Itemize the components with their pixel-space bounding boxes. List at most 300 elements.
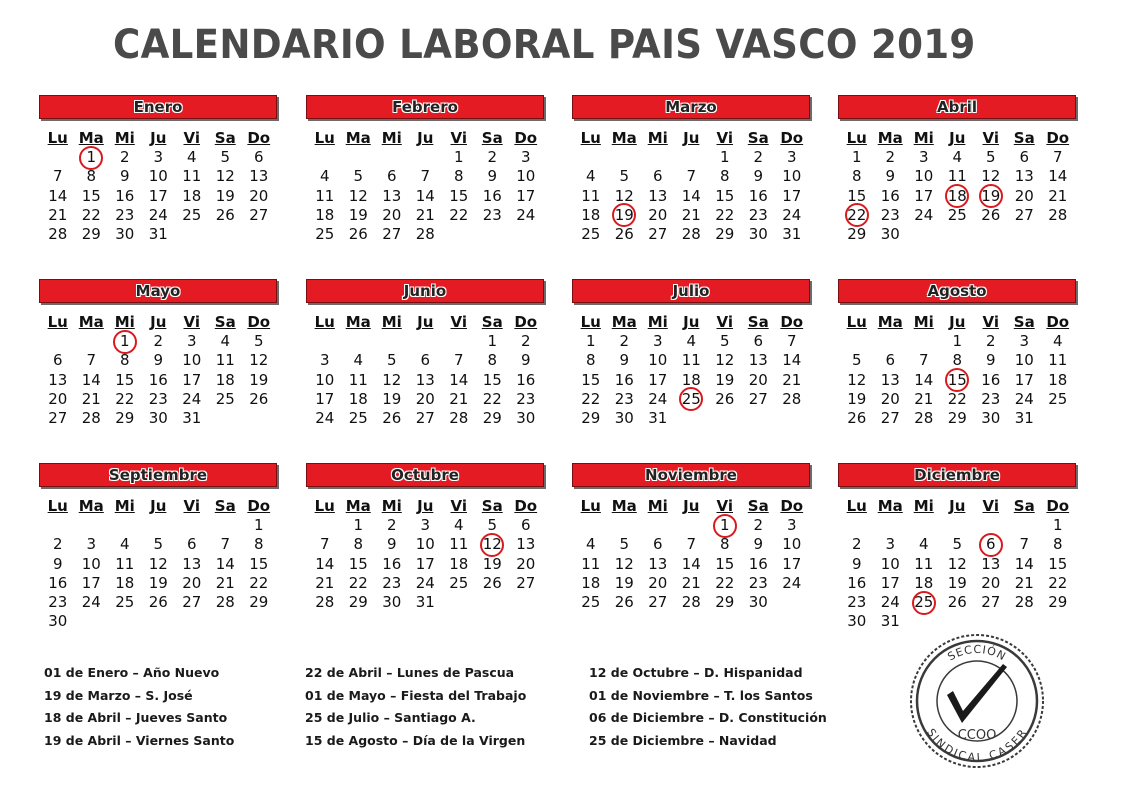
day-cell: 10	[315, 370, 335, 389]
holiday-day: 22	[840, 206, 874, 225]
day-cell: 28	[449, 408, 469, 427]
day-cell: 18	[581, 205, 601, 224]
empty-day	[75, 332, 109, 351]
day-cell: 20	[382, 205, 402, 224]
weekday-header: Lu	[314, 313, 335, 331]
day-cell: 27	[880, 408, 900, 427]
weekday-header: Vi	[982, 313, 999, 331]
day-cell: 7	[420, 167, 431, 186]
weekday-header: Sa	[481, 129, 503, 147]
day-cell: 24	[782, 205, 802, 224]
day-cell: 29	[482, 408, 502, 427]
month-header: Marzo	[572, 95, 810, 119]
empty-day	[308, 332, 342, 351]
month-header: Mayo	[39, 279, 277, 303]
holiday-day: 25	[907, 593, 941, 612]
day-cell: 27	[182, 592, 202, 611]
holiday-item: 01 de Enero – Año Nuevo	[44, 665, 220, 680]
weekday-header: Mi	[913, 497, 934, 515]
day-cell: 30	[847, 612, 867, 631]
day-cell: 15	[348, 554, 368, 573]
empty-day	[108, 516, 142, 535]
day-cell: 4	[119, 535, 130, 554]
day-cell: 2	[753, 516, 764, 535]
day-cell: 12	[947, 554, 967, 573]
month-header: Septiembre	[39, 463, 277, 487]
day-cell: 18	[115, 573, 135, 592]
day-cell: 31	[148, 224, 168, 243]
day-cell: 27	[981, 592, 1001, 611]
day-cell: 14	[81, 370, 101, 389]
month-days-grid	[838, 313, 1076, 428]
day-cell: 26	[614, 592, 634, 611]
day-cell: 1	[1052, 516, 1063, 535]
day-cell: 26	[482, 573, 502, 592]
day-cell: 30	[748, 592, 768, 611]
weekday-header: Ju	[683, 497, 700, 515]
month-junio	[306, 279, 544, 428]
day-cell: 7	[686, 535, 697, 554]
weekday-header: Do	[780, 497, 804, 515]
day-cell: 24	[880, 592, 900, 611]
month-mayo	[39, 279, 277, 428]
day-cell: 6	[386, 167, 397, 186]
holiday-item: 06 de Diciembre – D. Constitución	[589, 710, 827, 725]
day-cell: 23	[148, 389, 168, 408]
empty-day	[840, 332, 874, 351]
day-cell: 29	[947, 408, 967, 427]
check-mark-icon	[947, 664, 1007, 723]
day-cell: 22	[348, 573, 368, 592]
empty-day	[375, 332, 409, 351]
empty-day	[1008, 516, 1042, 535]
day-cell: 18	[449, 554, 469, 573]
day-cell: 18	[215, 370, 235, 389]
day-cell: 3	[86, 535, 97, 554]
day-cell: 16	[880, 186, 900, 205]
day-cell: 5	[985, 148, 996, 167]
weekday-header: Ju	[150, 129, 167, 147]
day-cell: 9	[487, 167, 498, 186]
day-cell: 8	[1052, 535, 1063, 554]
weekday-header: Vi	[450, 497, 467, 515]
weekday-header: Mi	[647, 497, 668, 515]
day-cell: 26	[614, 224, 634, 243]
weekday-header: Lu	[580, 129, 601, 147]
month-noviembre	[572, 463, 810, 612]
day-cell: 5	[952, 535, 963, 554]
day-cell: 25	[315, 224, 335, 243]
holiday-day: 18	[941, 187, 975, 206]
day-cell: 22	[947, 389, 967, 408]
day-cell: 1	[719, 148, 730, 167]
day-cell: 21	[449, 389, 469, 408]
day-cell: 2	[153, 332, 164, 351]
day-cell: 2	[386, 516, 397, 535]
empty-day	[641, 516, 675, 535]
day-cell: 16	[382, 554, 402, 573]
day-cell: 19	[215, 186, 235, 205]
weekday-header: Vi	[716, 313, 733, 331]
weekday-header: Mi	[381, 313, 402, 331]
day-cell: 7	[1052, 148, 1063, 167]
day-cell: 19	[348, 205, 368, 224]
day-cell: 23	[981, 389, 1001, 408]
weekday-header: Vi	[716, 497, 733, 515]
month-septiembre	[39, 463, 277, 631]
day-cell: 11	[315, 186, 335, 205]
weekday-header: Mi	[114, 497, 135, 515]
holiday-item: 18 de Abril – Jueves Santo	[44, 710, 228, 725]
holiday-item: 12 de Octubre – D. Hispanidad	[589, 665, 803, 680]
day-cell: 4	[585, 167, 596, 186]
day-cell: 2	[885, 148, 896, 167]
day-cell: 9	[119, 167, 130, 186]
day-cell: 14	[681, 554, 701, 573]
day-cell: 24	[81, 592, 101, 611]
day-cell: 9	[985, 351, 996, 370]
holiday-day: 1	[108, 332, 142, 351]
day-cell: 19	[947, 573, 967, 592]
day-cell: 1	[453, 148, 464, 167]
weekday-header: Sa	[214, 497, 236, 515]
day-cell: 16	[516, 370, 536, 389]
day-cell: 29	[581, 408, 601, 427]
day-cell: 7	[918, 351, 929, 370]
day-cell: 21	[1048, 186, 1068, 205]
weekday-header: Vi	[183, 313, 200, 331]
day-cell: 18	[581, 573, 601, 592]
day-cell: 23	[748, 573, 768, 592]
weekday-header: Ma	[877, 129, 903, 147]
weekday-header: Ju	[949, 129, 966, 147]
empty-day	[574, 148, 608, 167]
day-cell: 12	[715, 351, 735, 370]
holiday-item: 01 de Mayo – Fiesta del Trabajo	[305, 687, 527, 703]
day-cell: 10	[148, 167, 168, 186]
day-cell: 7	[220, 535, 231, 554]
day-cell: 7	[786, 332, 797, 351]
day-cell: 16	[748, 186, 768, 205]
day-cell: 26	[215, 205, 235, 224]
day-cell: 29	[1048, 592, 1068, 611]
empty-day	[641, 148, 675, 167]
day-cell: 14	[914, 370, 934, 389]
empty-day	[308, 148, 342, 167]
month-days-grid	[306, 497, 544, 612]
day-cell: 29	[348, 592, 368, 611]
day-cell: 4	[186, 148, 197, 167]
day-cell: 23	[382, 573, 402, 592]
day-cell: 28	[681, 224, 701, 243]
weekday-header: Ma	[877, 313, 903, 331]
weekday-header: Ju	[683, 129, 700, 147]
day-cell: 28	[681, 592, 701, 611]
holiday-item: 25 de Julio – Santiago A.	[305, 710, 476, 725]
day-cell: 17	[1014, 370, 1034, 389]
day-cell: 11	[914, 554, 934, 573]
empty-day	[342, 332, 376, 351]
weekday-header: Ma	[611, 129, 637, 147]
day-cell: 8	[487, 351, 498, 370]
month-days-grid	[572, 497, 810, 612]
holiday-day: 19	[974, 187, 1008, 206]
day-cell: 27	[382, 224, 402, 243]
day-cell: 5	[253, 332, 264, 351]
day-cell: 13	[981, 554, 1001, 573]
day-cell: 10	[648, 351, 668, 370]
holiday-item: 22 de Abril – Lunes de Pascua	[305, 665, 515, 680]
day-cell: 24	[914, 205, 934, 224]
day-cell: 19	[847, 389, 867, 408]
weekday-header: Sa	[481, 313, 503, 331]
day-cell: 28	[1014, 592, 1034, 611]
day-cell: 12	[148, 554, 168, 573]
day-cell: 22	[115, 389, 135, 408]
day-cell: 22	[81, 205, 101, 224]
day-cell: 20	[249, 186, 269, 205]
day-cell: 22	[482, 389, 502, 408]
day-cell: 19	[715, 370, 735, 389]
day-cell: 31	[1014, 408, 1034, 427]
day-cell: 8	[952, 351, 963, 370]
stamp-bottom-text: SINDICAL CASER	[924, 726, 1030, 765]
weekday-header: Vi	[183, 129, 200, 147]
day-cell: 9	[386, 535, 397, 554]
holiday-day: 6	[974, 535, 1008, 554]
day-cell: 22	[715, 573, 735, 592]
day-cell: 6	[52, 351, 63, 370]
empty-day	[907, 516, 941, 535]
day-cell: 21	[681, 573, 701, 592]
month-abril	[838, 95, 1076, 244]
day-cell: 14	[215, 554, 235, 573]
day-cell: 29	[715, 224, 735, 243]
day-cell: 13	[415, 370, 435, 389]
weekday-header: Sa	[1013, 497, 1035, 515]
day-cell: 24	[415, 573, 435, 592]
day-cell: 8	[253, 535, 264, 554]
day-cell: 15	[115, 370, 135, 389]
day-cell: 11	[581, 554, 601, 573]
weekday-header: Ju	[417, 497, 434, 515]
day-cell: 8	[453, 167, 464, 186]
day-cell: 18	[681, 370, 701, 389]
weekday-header: Ma	[78, 129, 104, 147]
weekday-header: Sa	[214, 129, 236, 147]
day-cell: 3	[885, 535, 896, 554]
day-cell: 17	[914, 186, 934, 205]
weekday-header: Mi	[647, 129, 668, 147]
day-cell: 13	[880, 370, 900, 389]
day-cell: 11	[182, 167, 202, 186]
day-cell: 6	[652, 167, 663, 186]
day-cell: 17	[648, 370, 668, 389]
day-cell: 27	[415, 408, 435, 427]
holiday-day: 1	[708, 516, 742, 535]
day-cell: 26	[382, 408, 402, 427]
day-cell: 25	[348, 408, 368, 427]
ccoo-stamp-logo	[907, 631, 1047, 771]
month-enero	[39, 95, 277, 244]
day-cell: 21	[48, 205, 68, 224]
weekday-header: Mi	[381, 497, 402, 515]
empty-day	[41, 148, 75, 167]
day-cell: 12	[215, 167, 235, 186]
day-cell: 11	[115, 554, 135, 573]
holiday-column-3	[589, 664, 827, 754]
stamp-top-text: SECCIÓN	[945, 642, 1009, 664]
day-cell: 5	[386, 351, 397, 370]
day-cell: 16	[981, 370, 1001, 389]
day-cell: 25	[581, 592, 601, 611]
day-cell: 12	[981, 167, 1001, 186]
day-cell: 27	[249, 205, 269, 224]
day-cell: 27	[1014, 205, 1034, 224]
weekday-header: Ju	[949, 497, 966, 515]
day-cell: 20	[48, 389, 68, 408]
day-cell: 22	[249, 573, 269, 592]
day-cell: 10	[782, 167, 802, 186]
day-cell: 28	[782, 389, 802, 408]
day-cell: 15	[249, 554, 269, 573]
day-cell: 26	[715, 389, 735, 408]
weekday-header: Ju	[683, 313, 700, 331]
day-cell: 30	[981, 408, 1001, 427]
day-cell: 21	[681, 205, 701, 224]
day-cell: 23	[48, 592, 68, 611]
day-cell: 3	[153, 148, 164, 167]
day-cell: 23	[115, 205, 135, 224]
holiday-item: 19 de Marzo – S. José	[44, 687, 193, 703]
weekday-header: Lu	[846, 129, 867, 147]
day-cell: 14	[449, 370, 469, 389]
day-cell: 20	[880, 389, 900, 408]
weekday-header: Do	[1046, 313, 1070, 331]
weekday-header: Lu	[47, 313, 68, 331]
day-cell: 21	[315, 573, 335, 592]
month-agosto	[838, 279, 1076, 428]
day-cell: 30	[382, 592, 402, 611]
day-cell: 6	[885, 351, 896, 370]
day-cell: 23	[748, 205, 768, 224]
holiday-day: 1	[75, 148, 109, 167]
weekday-header: Vi	[982, 497, 999, 515]
day-cell: 27	[648, 224, 668, 243]
day-cell: 27	[648, 592, 668, 611]
weekday-header: Ma	[78, 313, 104, 331]
empty-day	[675, 148, 709, 167]
weekday-header: Ma	[877, 497, 903, 515]
day-cell: 8	[851, 167, 862, 186]
day-cell: 11	[947, 167, 967, 186]
day-cell: 4	[686, 332, 697, 351]
day-cell: 18	[315, 205, 335, 224]
day-cell: 18	[182, 186, 202, 205]
day-cell: 29	[249, 592, 269, 611]
empty-day	[608, 516, 642, 535]
day-cell: 10	[1014, 351, 1034, 370]
holiday-item: 19 de Abril – Viernes Santo	[44, 732, 235, 748]
day-cell: 2	[851, 535, 862, 554]
day-cell: 21	[215, 573, 235, 592]
day-cell: 6	[253, 148, 264, 167]
stamp-center-text: CCOO	[957, 728, 997, 743]
holiday-item: 25 de Diciembre – Navidad	[589, 732, 777, 748]
day-cell: 16	[847, 573, 867, 592]
weekday-header: Ju	[150, 313, 167, 331]
day-cell: 31	[782, 224, 802, 243]
day-cell: 4	[353, 351, 364, 370]
day-cell: 3	[520, 148, 531, 167]
month-days-grid	[306, 129, 544, 244]
day-cell: 20	[748, 370, 768, 389]
day-cell: 1	[253, 516, 264, 535]
day-cell: 1	[585, 332, 596, 351]
month-days-grid	[39, 497, 277, 631]
day-cell: 24	[182, 389, 202, 408]
day-cell: 19	[382, 389, 402, 408]
holiday-item: 15 de Agosto – Día de la Virgen	[305, 732, 526, 748]
day-cell: 8	[719, 167, 730, 186]
day-cell: 26	[249, 389, 269, 408]
day-cell: 11	[581, 186, 601, 205]
day-cell: 28	[48, 224, 68, 243]
day-cell: 28	[81, 408, 101, 427]
day-cell: 10	[782, 535, 802, 554]
weekday-header: Do	[1046, 129, 1070, 147]
month-header: Agosto	[838, 279, 1076, 303]
day-cell: 10	[182, 351, 202, 370]
day-cell: 2	[985, 332, 996, 351]
month-julio	[572, 279, 810, 428]
day-cell: 4	[952, 148, 963, 167]
weekday-header: Sa	[214, 313, 236, 331]
day-cell: 31	[648, 408, 668, 427]
empty-day	[608, 148, 642, 167]
day-cell: 9	[851, 554, 862, 573]
day-cell: 16	[115, 186, 135, 205]
day-cell: 17	[182, 370, 202, 389]
day-cell: 13	[182, 554, 202, 573]
day-cell: 10	[415, 535, 435, 554]
month-octubre	[306, 463, 544, 612]
day-cell: 13	[748, 351, 768, 370]
day-cell: 15	[482, 370, 502, 389]
day-cell: 29	[847, 224, 867, 243]
month-days-grid	[306, 313, 544, 428]
weekday-header: Ma	[78, 497, 104, 515]
day-cell: 20	[648, 573, 668, 592]
day-cell: 4	[918, 535, 929, 554]
weekday-header: Vi	[716, 129, 733, 147]
day-cell: 23	[847, 592, 867, 611]
day-cell: 23	[614, 389, 634, 408]
day-cell: 6	[520, 516, 531, 535]
day-cell: 2	[520, 332, 531, 351]
day-cell: 1	[952, 332, 963, 351]
day-cell: 12	[614, 186, 634, 205]
day-cell: 31	[182, 408, 202, 427]
month-diciembre	[838, 463, 1076, 631]
month-febrero	[306, 95, 544, 244]
empty-day	[142, 516, 176, 535]
day-cell: 19	[249, 370, 269, 389]
month-header: Abril	[838, 95, 1076, 119]
day-cell: 12	[348, 186, 368, 205]
day-cell: 26	[947, 592, 967, 611]
day-cell: 9	[753, 167, 764, 186]
